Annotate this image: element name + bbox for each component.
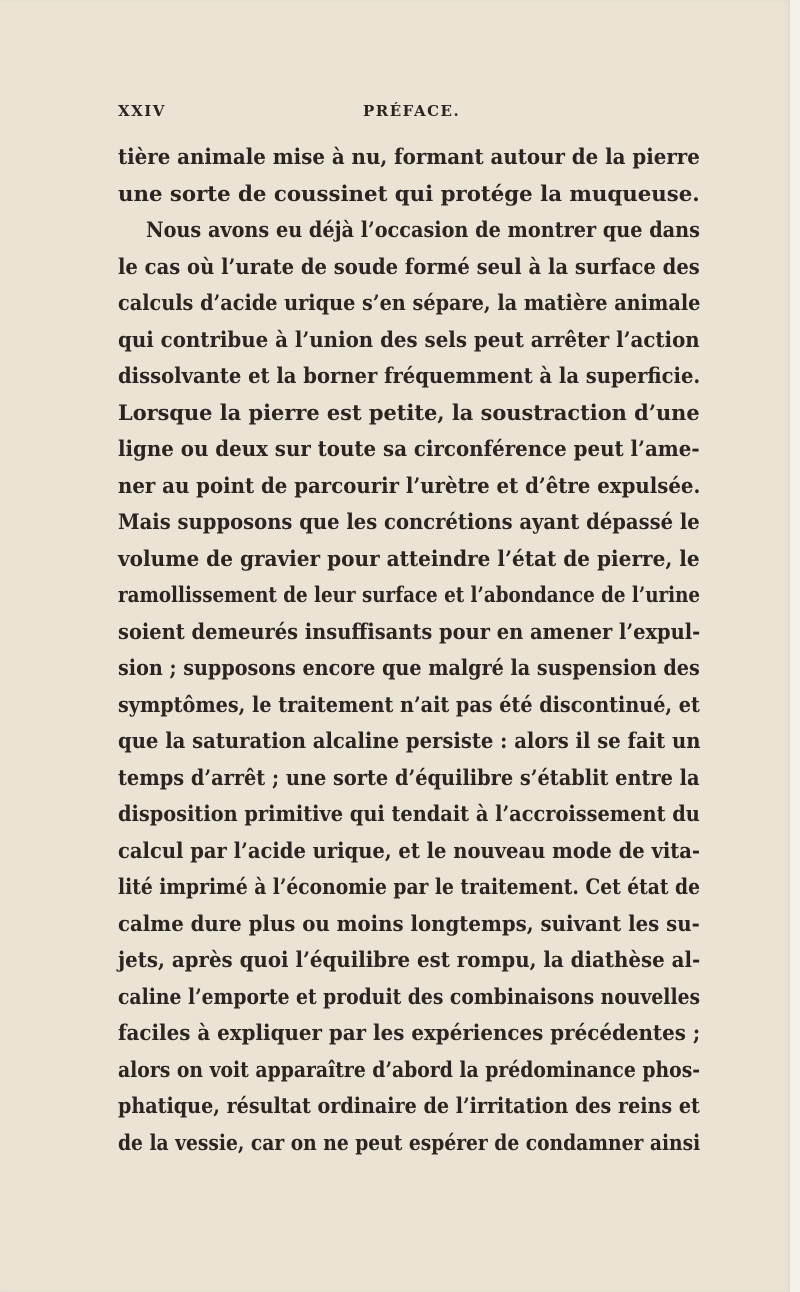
text-line: une sorte de coussinet qui protége la muqueuse. [118, 181, 700, 207]
text-line: ligne ou deux sur toute sa circonférence peut l’ame- [118, 437, 700, 462]
text-line: caline l’emporte et produit des combinaisons nouvelles [118, 984, 701, 1010]
page-edge [790, 0, 800, 1292]
text-line: calcul par l’acide urique, et le nouveau mode de vita- [118, 838, 701, 864]
text-line: ramollissement de leur surface et l’abondance de l’urine [118, 583, 701, 608]
text-line: sion ; supposons encore que malgré la suspension des [118, 656, 700, 681]
text-line: de la vessie, car on ne peut espérer de condamner ainsi [118, 1130, 701, 1156]
running-head [118, 102, 698, 126]
text-line: dissolvante et la borner fréquemment à la superficie. [118, 364, 701, 389]
text-line: lité imprimé à l’économie par le traitement. Cet état de [118, 875, 700, 900]
text-line: tière animale mise à nu, formant autour de la pierre [118, 145, 700, 170]
running-title: PRÉFACE. [363, 102, 461, 120]
text-line: que la saturation alcaline persiste : alors il se fait un [118, 729, 701, 754]
text-line: calculs d’acide urique s’en sépare, la matière animale [118, 291, 701, 316]
text-line: ner au point de parcourir l’urètre et d’être expulsée. [118, 473, 701, 499]
page-number: XXIV [118, 102, 166, 120]
text-line: phatique, résultat ordinaire de l’irritation des reins et [118, 1094, 700, 1119]
text-line: qui contribue à l’union des sels peut arrêter l’action [118, 327, 700, 353]
text-line: alors on voit apparaître d’abord la prédominance phos- [118, 1057, 701, 1083]
text-line: volume de gravier pour atteindre l’état de pierre, le [118, 546, 700, 572]
text-line: jets, après quoi l’équilibre est rompu, la diathèse al- [118, 948, 701, 973]
text-line: le cas où l’urate de soude formé seul à la surface des [118, 254, 700, 280]
text-line: symptômes, le traitement n’ait pas été discontinué, et [118, 692, 700, 718]
body-text [118, 140, 700, 1162]
text-line: Nous avons eu déjà l’occasion de montrer que dans [146, 218, 700, 243]
text-line: calme dure plus ou moins longtemps, suivant les su- [118, 911, 700, 937]
text-line: disposition primitive qui tendait à l’accroissement du [118, 802, 700, 827]
text-line: Lorsque la pierre est petite, la soustraction d’une [118, 400, 700, 426]
text-line: soient demeurés insuffisants pour en amener l’expul- [118, 619, 701, 645]
text-line: faciles à expliquer par les expériences précédentes ; [118, 1021, 701, 1046]
text-line: Mais supposons que les concrétions ayant dépassé le [118, 510, 700, 535]
text-line: temps d’arrêt ; une sorte d’équilibre s’établit entre la [118, 765, 700, 791]
